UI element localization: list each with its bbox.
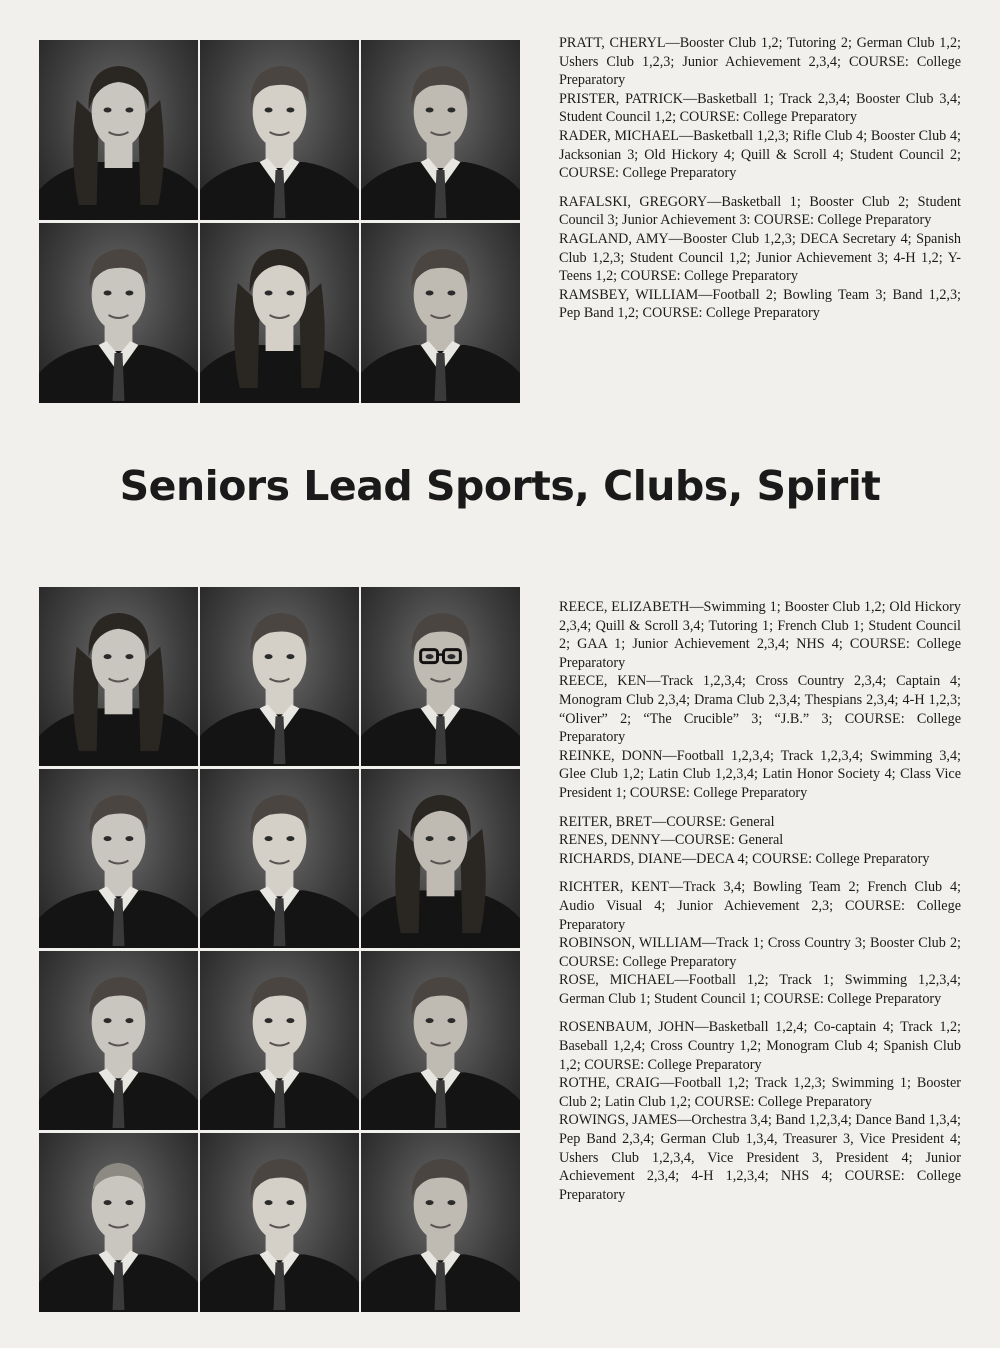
- portrait-photo: [361, 769, 520, 948]
- portrait-photo: [200, 1133, 359, 1312]
- biography-entry: PRATT, CHERYL—Booster Club 1,2; Tutoring 2; German Club 1,2; Ushers Club 1,2,3; Junior Achievement 2,3,4; COURSE: College Preparatory: [559, 35, 961, 89]
- biography-entry: REECE, KEN—Track 1,2,3,4; Cross Country 2,3,4; Captain 4; Monogram Club 2,3,4; Drama Club 2,3,4; Thespians 2,3,4; 4-H 1,2,3; “Oliver” 2; “The Crucible” 3; “J.B.” 3; COURSE: College Preparatory: [559, 673, 961, 746]
- biography-entry: RENES, DENNY—COURSE: General: [559, 832, 784, 849]
- portrait-photo: [200, 769, 359, 948]
- biography-entry: ROBINSON, WILLIAM—Track 1; Cross Country 3; Booster Club 2; COURSE: College Preparatory: [559, 935, 961, 970]
- portrait-photo: [200, 40, 359, 220]
- portrait-silhouette: [361, 951, 520, 1130]
- biography-entry: ROSENBAUM, JOHN—Basketball 1,2,4; Co-captain 4; Track 1,2; Baseball 1,2,4; Cross Country 1,2; Monogram Club 4; Spanish Club 1,2; COURSE: College Preparatory: [559, 1019, 961, 1073]
- portrait-photo: [39, 769, 198, 948]
- portrait-silhouette: [39, 769, 198, 948]
- portrait-photo: [361, 40, 520, 220]
- portrait-photo: [361, 587, 520, 766]
- portrait-photo: [39, 223, 198, 403]
- portrait-silhouette: [200, 769, 359, 948]
- portrait-photo: [361, 223, 520, 403]
- portrait-photo: [361, 951, 520, 1130]
- biography-entry: REINKE, DONN—Football 1,2,3,4; Track 1,2,3,4; Swimming 3,4; Glee Club 1,2; Latin Club 1,2,3,4; Latin Honor Society 4; Class Vice President 1; COURSE: College Preparatory: [559, 747, 961, 801]
- top-biography-list: [559, 34, 961, 323]
- bottom-portrait-grid: [39, 587, 520, 1312]
- biography-entry: RICHARDS, DIANE—DECA 4; COURSE: College Preparatory: [559, 850, 930, 867]
- portrait-photo: [200, 587, 359, 766]
- portrait-silhouette: [200, 40, 359, 220]
- biography-entry: REITER, BRET—COURSE: General: [559, 813, 775, 830]
- portrait-photo: [361, 1133, 520, 1312]
- portrait-silhouette: [361, 1133, 520, 1312]
- biography-entry: RAGLAND, AMY—Booster Club 1,2,3; DECA Secretary 4; Spanish Club 1,2,3; Student Council 1,2; Junior Achievement 3; 4-H 1,2; Y-Teens 1,2; COURSE: College Preparatory: [559, 230, 961, 285]
- biography-entry: RICHTER, KENT—Track 3,4; Bowling Team 2; French Club 4; Audio Visual 4; Junior Achievement 2,3; COURSE: College Preparatory: [559, 879, 961, 933]
- portrait-photo: [200, 223, 359, 403]
- portrait-silhouette: [200, 1133, 359, 1312]
- portrait-silhouette: [39, 587, 198, 766]
- biography-entry: PRISTER, PATRICK—Basketball 1; Track 2,3,4; Booster Club 3,4; Student Council 1,2; COURSE: College Preparatory: [559, 90, 961, 126]
- portrait-silhouette: [39, 1133, 198, 1312]
- portrait-silhouette: [361, 587, 520, 766]
- portrait-silhouette: [39, 951, 198, 1130]
- portrait-silhouette: [39, 40, 198, 220]
- portrait-silhouette: [39, 223, 198, 403]
- portrait-photo: [39, 1133, 198, 1312]
- portrait-photo: [39, 40, 198, 220]
- portrait-silhouette: [200, 951, 359, 1130]
- biography-entry: REECE, ELIZABETH—Swimming 1; Booster Club 1,2; Old Hickory 2,3,4; Quill & Scroll 3,4; Tutoring 1; French Club 1; Student Council 2; GAA 1; Junior Achievement 2,3,4; NHS 4; COURSE: College Preparatory: [559, 599, 961, 671]
- portrait-silhouette: [361, 40, 520, 220]
- page-headline: Seniors Lead Sports, Clubs, Spirit: [119, 462, 881, 510]
- portrait-silhouette: [200, 587, 359, 766]
- biography-entry: RAFALSKI, GREGORY—Basketball 1; Booster Club 2; Student Council 3; Junior Achievement 3: COURSE: College Preparatory: [559, 193, 961, 229]
- biography-entry: RADER, MICHAEL—Basketball 1,2,3; Rifle Club 4; Booster Club 4; Jacksonian 3; Old Hickory 4; Quill & Scroll 4; Student Council 2; COURSE: College Preparatory: [559, 127, 961, 182]
- biography-entry: RAMSBEY, WILLIAM—Football 2; Bowling Team 3; Band 1,2,3; Pep Band 1,2; COURSE: College Preparatory: [559, 286, 961, 322]
- portrait-photo: [39, 951, 198, 1130]
- bottom-biography-list: [559, 598, 961, 1204]
- top-portrait-grid: [39, 40, 520, 403]
- biography-entry: ROTHE, CRAIG—Football 1,2; Track 1,2,3; Swimming 1; Booster Club 2; Latin Club 1,2; COURSE: College Preparatory: [559, 1075, 961, 1110]
- biography-entry: ROSE, MICHAEL—Football 1,2; Track 1; Swimming 1,2,3,4; German Club 1; Student Council 1; COURSE: College Preparatory: [559, 972, 961, 1007]
- portrait-silhouette: [361, 223, 520, 403]
- portrait-silhouette: [200, 223, 359, 403]
- portrait-silhouette: [361, 769, 520, 948]
- biography-entry: ROWINGS, JAMES—Orchestra 3,4; Band 1,2,3,4; Dance Band 1,3,4; Pep Band 2,3,4; German Club 1,3,4, Treasurer 3, Vice President 4; Ushers Club 1,2,3,4, Vice President 3, President 4; Junior Achievement 2,3,4; 4-H 1,2,3,4; NHS 4; COURSE: College Preparatory: [559, 1112, 961, 1203]
- portrait-photo: [39, 587, 198, 766]
- portrait-photo: [200, 951, 359, 1130]
